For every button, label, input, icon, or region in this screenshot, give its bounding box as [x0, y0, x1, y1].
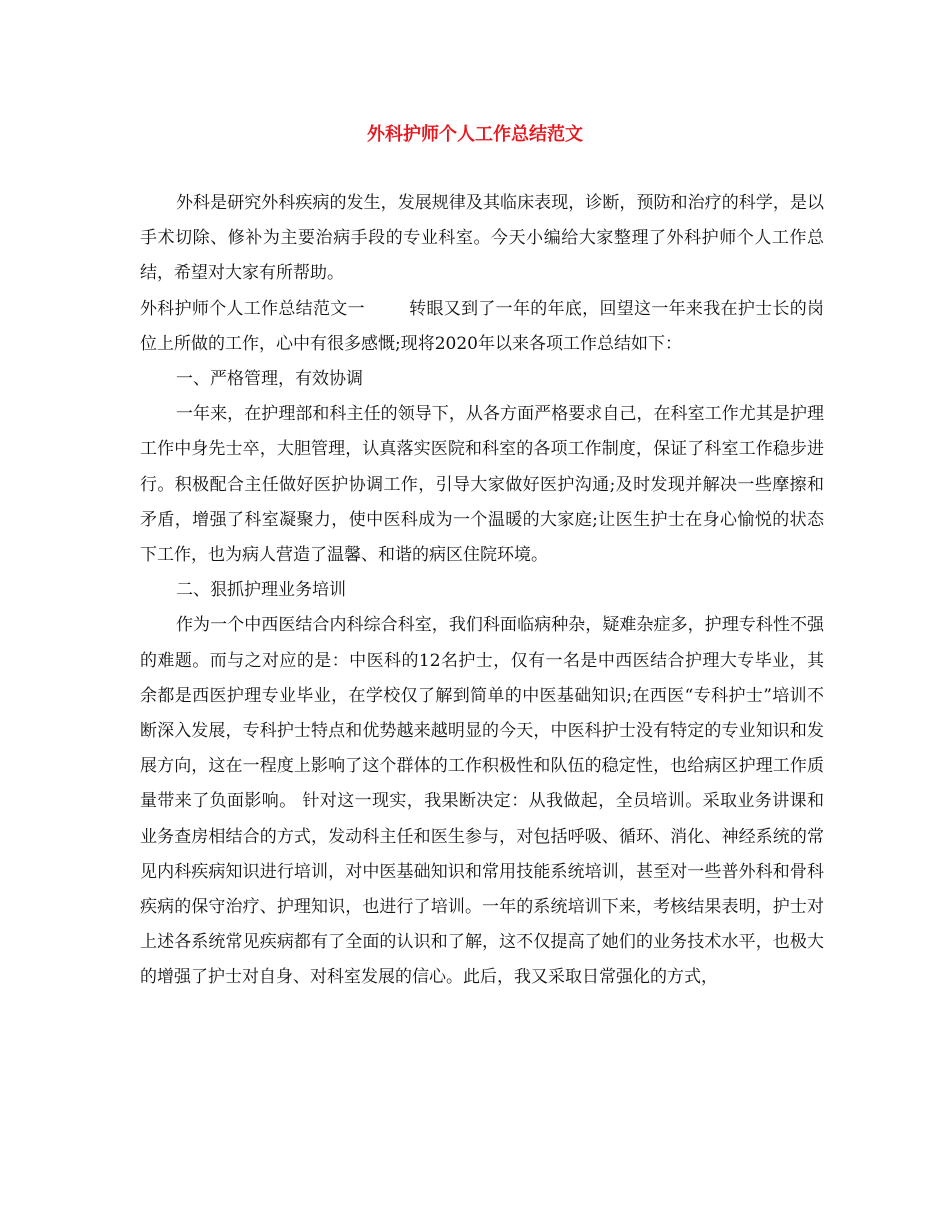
section1-line	[140, 292, 824, 362]
subheading-training: 二、狠抓护理业务培训	[176, 580, 346, 601]
document-title: 外科护师个人工作总结范文	[367, 124, 583, 145]
intro-paragraph: 外科是研究外科疾病的发生，发展规律及其临床表现，诊断，预防和治疗的科学，是以手术切除、修补为主要治病手段的专业科室。今天小编给大家整理了外科护师个人工作总结，希望对大家有所帮助。	[140, 193, 824, 284]
section1-opening: 转眼又到了一年的年底，回望这一年来我在护士长的岗位上所做的工作，心中有很多感慨;现将2020年以来各项工作总结如下：	[140, 298, 825, 354]
subheading-strict-management: 一、严格管理，有效协调	[176, 369, 363, 390]
paragraph-training: 作为一个中西医结合内科综合科室，我们科面临病种杂，疑难杂症多，护理专科性不强的难题。而与之对应的是：中医科的12名护士，仅有一名是中西医结合护理大专毕业，其余都是西医护理专业毕业，在学校仅了解到简单的中医基础知识;在西医“专科护士”培训不断深入发展，专科护士特点和优势越来越明显的今天，中医科护士没有特定的专业知识和发展方向，这在一程度上影响了这个群体的工作积极性和队伍的稳定性，也给病区护理工作质量带来了负面影响。 针对这一现实，我果断决定：从我做起，全员培训。采取业务讲课和业务查房相结合的方式，发动科主任和医生参与，对包括呼吸、循环、消化、神经系统的常见内科疾病知识进行培训，对中医基础知识和常用技能系统培训，甚至对一些普外科和骨科疾病的保守治疗、护理知识，也进行了培训。一年的系统培训下来，考核结果表明，护士对上述各系统常见疾病都有了全面的认识和了解，这不仅提高了她们的业务技术水平，也极大的增强了护士对自身、对科室发展的信心。此后，我又采取日常强化的方式，	[140, 615, 824, 988]
paragraph-management: 一年来，在护理部和科主任的领导下，从各方面严格要求自己，在科室工作尤其是护理工作中身先士卒，大胆管理，认真落实医院和科室的各项工作制度，保证了科室工作稳步进行。积极配合主任做好医护协调工作，引导大家做好医护沟通;及时发现并解决一些摩擦和矛盾，增强了科室凝聚力，使中医科成为一个温暖的大家庭;让医生护士在身心愉悦的状态下工作，也为病人营造了温馨、和谐的病区住院环境。	[140, 404, 824, 566]
section1-heading: 外科护师个人工作总结范文一	[140, 298, 365, 319]
document-body	[140, 186, 824, 996]
